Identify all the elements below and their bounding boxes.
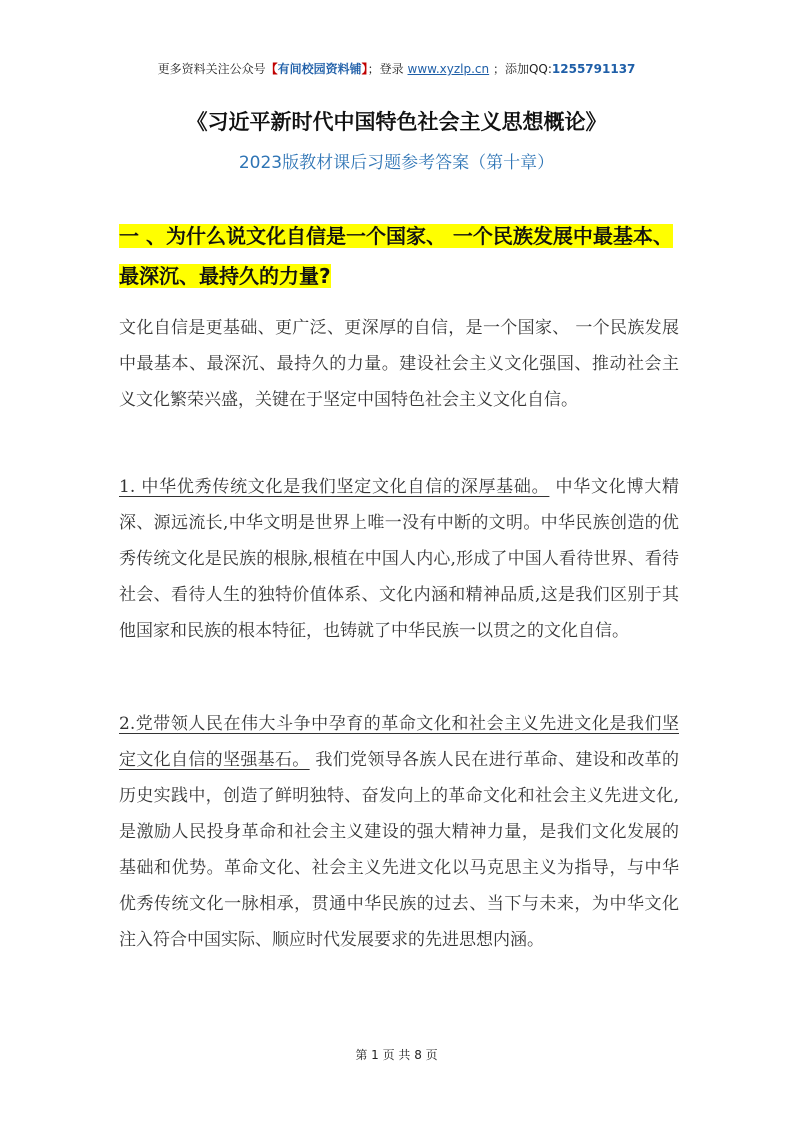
public-account-name: 有间校园资料铺 bbox=[277, 62, 362, 76]
promo-header bbox=[0, 60, 793, 77]
promo-prefix: 更多资料关注公众号 bbox=[157, 62, 266, 76]
question-heading bbox=[119, 216, 689, 296]
qq-number: 1255791137 bbox=[551, 62, 636, 76]
intro-paragraph: 文化自信是更基础、更广泛、更深厚的自信，是一个国家、 一个民族发展中最基本、最深沉、最持久的力量。建设社会主义文化强国、推动社会主义文化繁荣兴盛，关键在于坚定中国特色社会主义文化自信。 bbox=[119, 318, 679, 410]
website-link[interactable]: www.xyzlp.cn bbox=[407, 62, 490, 76]
page-number: 第 1 页 共 8 页 bbox=[355, 1048, 438, 1062]
document-title: 《习近平新时代中国特色社会主义思想概论》 bbox=[186, 110, 607, 134]
question-text: 一 、为什么说文化自信是一个国家、 一个民族发展中最基本、最深沉、最持久的力量? bbox=[119, 224, 673, 288]
login-label: ；登录 bbox=[367, 62, 408, 76]
point-two-lead: 2.党带领人民在伟大斗争中孕育的革命文化和社会主义先进文化是我们坚定文化自信的坚强基石。 bbox=[119, 714, 679, 770]
point-one-lead: 1. 中华优秀传统文化是我们坚定文化自信的深厚基础。 bbox=[119, 477, 550, 497]
bracket-close: 】 bbox=[361, 62, 368, 76]
qq-label: ；添加QQ: bbox=[489, 62, 552, 76]
point-one-paragraph bbox=[119, 469, 679, 649]
document-subtitle: 2023版教材课后习题参考答案（第十章） bbox=[238, 153, 555, 173]
bracket-open: 【 bbox=[265, 62, 278, 76]
point-one-body: 中华文化博大精深、源远流长,中华文明是世界上唯一没有中断的文明。中华民族创造的优秀传统文化是民族的根脉,根植在中国人内心,形成了中国人看待世界、看待社会、看待人生的独特价值体系、文化内涵和精神品质,这是我们区别于其他国家和民族的根本特征，也铸就了中华民族一以贯之的文化自信。 bbox=[119, 477, 679, 641]
point-two-body: 我们党领导各族人民在进行革命、建设和改革的历史实践中，创造了鲜明独特、奋发向上的革命文化和社会主义先进文化,是激励人民投身革命和社会主义建设的强大精神力量，是我们文化发展的基础和优势。革命文化、社会主义先进文化以马克思主义为指导，与中华优秀传统文化一脉相承，贯通中华民族的过去、当下与未来，为中华文化注入符合中国实际、顺应时代发展要求的先进思想内涵。 bbox=[119, 750, 680, 950]
point-two-paragraph bbox=[119, 706, 679, 958]
